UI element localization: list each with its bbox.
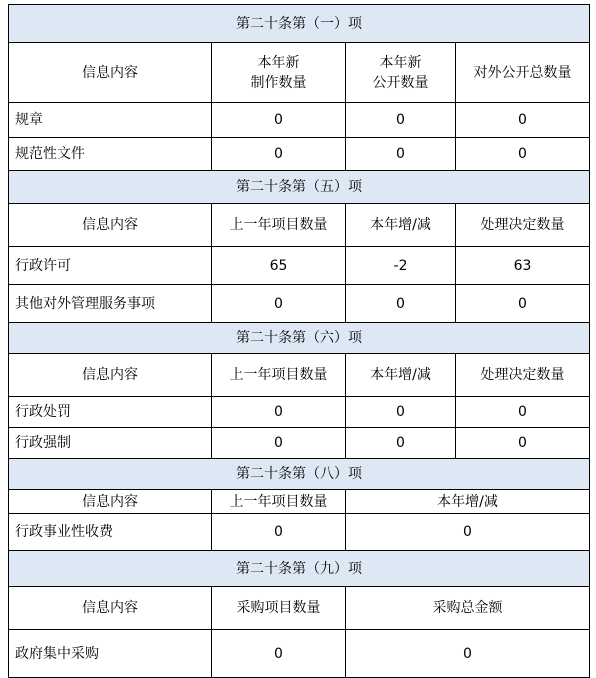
header-cell: 上一年项目数量 bbox=[212, 490, 346, 514]
header-line: 制作数量 bbox=[250, 74, 307, 91]
cell-value: 0 bbox=[346, 514, 590, 551]
header-cell: 采购总金额 bbox=[346, 587, 590, 630]
row-label: 行政强制 bbox=[9, 428, 212, 459]
cell-value: -2 bbox=[346, 247, 456, 285]
header-cell: 处理决定数量 bbox=[456, 354, 590, 397]
cell-value: 0 bbox=[456, 397, 590, 428]
header-row bbox=[9, 490, 590, 514]
row-label: 行政许可 bbox=[9, 247, 212, 285]
cell-value: 0 bbox=[212, 514, 346, 551]
section-title: 第二十条第（八）项 bbox=[9, 459, 590, 490]
header-row bbox=[9, 43, 590, 103]
cell-value: 0 bbox=[346, 397, 456, 428]
header-row bbox=[9, 587, 590, 630]
header-cell: 上一年项目数量 bbox=[212, 204, 346, 247]
cell-value: 0 bbox=[456, 138, 590, 171]
row-label: 行政处罚 bbox=[9, 397, 212, 428]
table-row bbox=[9, 285, 590, 323]
header-line: 本年新 bbox=[379, 54, 422, 71]
cell-value: 0 bbox=[346, 285, 456, 323]
table-row bbox=[9, 514, 590, 551]
table-row bbox=[9, 247, 590, 285]
header-cell: 对外公开总数量 bbox=[456, 43, 590, 103]
section-title-row bbox=[9, 323, 590, 354]
section-title-row bbox=[9, 171, 590, 204]
cell-value: 0 bbox=[212, 138, 346, 171]
cell-value: 0 bbox=[456, 103, 590, 138]
header-cell: 信息内容 bbox=[9, 354, 212, 397]
header-cell: 本年增/减 bbox=[346, 354, 456, 397]
cell-value: 0 bbox=[212, 285, 346, 323]
header-line: 公开数量 bbox=[372, 74, 429, 91]
header-cell: 采购项目数量 bbox=[212, 587, 346, 630]
header-line: 本年新 bbox=[257, 54, 300, 71]
header-cell: 信息内容 bbox=[9, 490, 212, 514]
header-cell: 信息内容 bbox=[9, 204, 212, 247]
header-row bbox=[9, 204, 590, 247]
header-cell: 信息内容 bbox=[9, 587, 212, 630]
section-title: 第二十条第（九）项 bbox=[9, 551, 590, 587]
section-title-row bbox=[9, 5, 590, 43]
row-label: 规章 bbox=[9, 103, 212, 138]
section-title: 第二十条第（一）项 bbox=[9, 5, 590, 43]
table-row bbox=[9, 397, 590, 428]
row-label: 行政事业性收费 bbox=[9, 514, 212, 551]
header-row bbox=[9, 354, 590, 397]
section-title-row bbox=[9, 551, 590, 587]
cell-value: 0 bbox=[456, 428, 590, 459]
cell-value: 0 bbox=[212, 630, 346, 678]
header-cell: 本年增/减 bbox=[346, 204, 456, 247]
table-row bbox=[9, 630, 590, 678]
row-label: 规范性文件 bbox=[9, 138, 212, 171]
header-cell: 处理决定数量 bbox=[456, 204, 590, 247]
cell-value: 0 bbox=[346, 138, 456, 171]
cell-value: 0 bbox=[346, 630, 590, 678]
cell-value: 0 bbox=[456, 285, 590, 323]
header-cell bbox=[346, 43, 456, 103]
section-title: 第二十条第（六）项 bbox=[9, 323, 590, 354]
disclosure-table-container bbox=[8, 4, 589, 678]
cell-value: 0 bbox=[212, 103, 346, 138]
cell-value: 0 bbox=[346, 103, 456, 138]
table-row bbox=[9, 103, 590, 138]
header-cell: 本年增/减 bbox=[346, 490, 590, 514]
table-row bbox=[9, 138, 590, 171]
cell-value: 0 bbox=[212, 428, 346, 459]
header-cell bbox=[212, 43, 346, 103]
header-cell: 信息内容 bbox=[9, 43, 212, 103]
section-title: 第二十条第（五）项 bbox=[9, 171, 590, 204]
cell-value: 63 bbox=[456, 247, 590, 285]
header-cell: 上一年项目数量 bbox=[212, 354, 346, 397]
row-label: 政府集中采购 bbox=[9, 630, 212, 678]
cell-value: 0 bbox=[212, 397, 346, 428]
cell-value: 65 bbox=[212, 247, 346, 285]
table-row bbox=[9, 428, 590, 459]
section-title-row bbox=[9, 459, 590, 490]
cell-value: 0 bbox=[346, 428, 456, 459]
row-label: 其他对外管理服务事项 bbox=[9, 285, 212, 323]
disclosure-table bbox=[8, 4, 590, 678]
